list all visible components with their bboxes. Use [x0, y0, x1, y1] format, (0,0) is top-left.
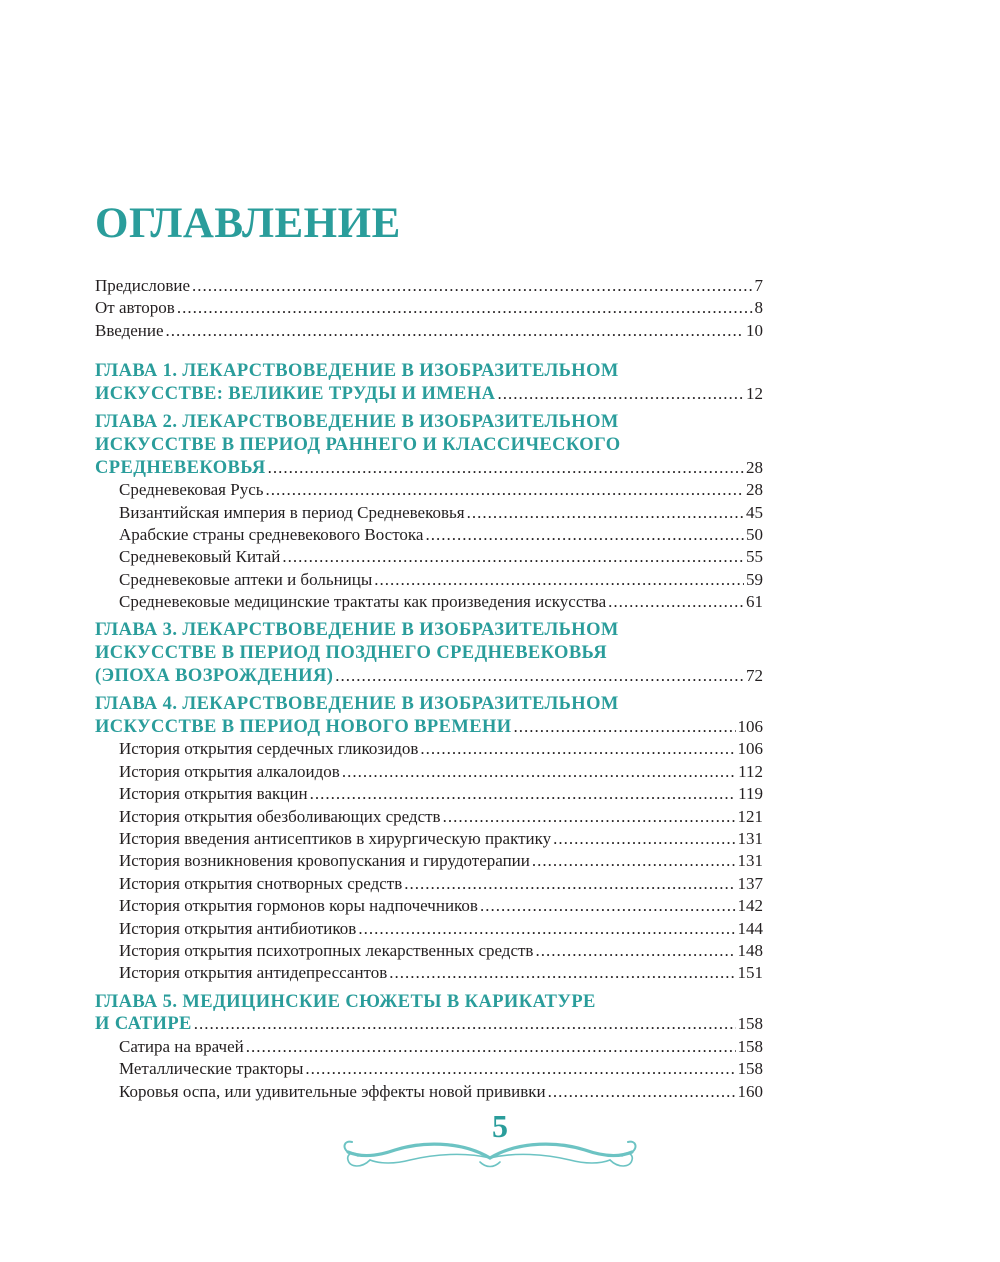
toc-page-number: 106 [737, 716, 763, 736]
toc-page-number: 131 [737, 829, 763, 849]
dot-leader [608, 591, 744, 613]
toc-page-number: 106 [737, 739, 763, 759]
toc-page-number: 28 [746, 480, 763, 500]
section-entry[interactable] [95, 962, 763, 984]
toc-entry-title: Предисловие [95, 276, 191, 295]
dot-leader [553, 828, 735, 850]
section-entry[interactable] [95, 761, 763, 783]
dot-leader [166, 320, 744, 342]
section-entry[interactable] [95, 569, 763, 591]
toc-page-number: 158 [737, 1059, 763, 1079]
toc-page-number: 59 [746, 569, 763, 589]
toc-page-number: 50 [746, 524, 763, 544]
section-entry[interactable] [95, 546, 763, 568]
toc-entry-title: Металлические тракторы [119, 1059, 304, 1079]
toc-page-number: 112 [738, 761, 763, 781]
toc-page-number: 10 [746, 320, 763, 340]
toc-page-number: 45 [746, 502, 763, 522]
dot-leader [335, 665, 744, 688]
dot-leader [389, 962, 735, 984]
dot-leader [246, 1036, 736, 1058]
dot-leader [194, 1013, 736, 1036]
chapter-entry[interactable] [95, 991, 763, 1103]
section-entry[interactable] [95, 806, 763, 828]
toc-page-number: 160 [737, 1081, 763, 1101]
toc-page-number: 28 [746, 457, 763, 477]
front-matter [95, 275, 763, 342]
dot-leader [467, 502, 744, 524]
toc-entry-title: От авторов [95, 298, 175, 318]
section-entry[interactable] [95, 1081, 763, 1103]
toc-page-number: 131 [737, 851, 763, 871]
toc-page-number: 12 [746, 383, 763, 403]
chapter-title-line: ГЛАВА 3. ЛЕКАРСТВОВЕДЕНИЕ В ИЗОБРАЗИТЕЛЬНОМ [95, 620, 619, 641]
page-number: 5 [492, 1108, 508, 1144]
section-entry[interactable] [95, 1036, 763, 1058]
dot-leader [374, 569, 744, 591]
section-entry[interactable] [95, 479, 763, 501]
toc-entry-title: Средневековые аптеки и больницы [119, 569, 373, 589]
chapter-title-line: ГЛАВА 5. МЕДИЦИНСКИЕ СЮЖЕТЫ В КАРИКАТУРЕ [95, 991, 596, 1012]
toc-entry[interactable] [95, 297, 763, 319]
toc-entry-title: История открытия психотропных лекарственных средств [119, 940, 534, 960]
section-entry[interactable] [95, 850, 763, 872]
dot-leader [342, 761, 736, 783]
dot-leader [192, 275, 752, 297]
dot-leader [358, 918, 735, 940]
dot-leader [535, 940, 735, 962]
chapter-title-line: ГЛАВА 1. ЛЕКАРСТВОВЕДЕНИЕ В ИЗОБРАЗИТЕЛЬНОМ [95, 361, 619, 382]
dot-leader [420, 738, 735, 760]
chapter-title-line: И САТИРЕ [95, 1014, 192, 1035]
chapter-title-last-line [95, 665, 763, 688]
chapter-title-line: ИСКУССТВЕ: ВЕЛИКИЕ ТРУДЫ И ИМЕНА [95, 383, 496, 404]
toc-entry[interactable] [95, 275, 763, 297]
toc-entry-title: История возникновения кровопускания и гирудотерапии [119, 851, 530, 871]
dot-leader [480, 895, 736, 917]
toc-page-number: 61 [746, 592, 763, 612]
dot-leader [425, 524, 744, 546]
toc-entry-title: Коровья оспа, или удивительные эффекты новой прививки [119, 1081, 546, 1101]
dot-leader [514, 716, 736, 739]
toc-entry-title: Средневековые медицинские трактаты как произведения искусства [119, 592, 607, 612]
page-title: ОГЛАВЛЕНИЕ [95, 200, 401, 247]
section-entry[interactable] [95, 738, 763, 760]
section-entry[interactable] [95, 918, 763, 940]
section-entry[interactable] [95, 783, 763, 805]
toc-page-number: 72 [746, 665, 763, 685]
dot-leader [497, 383, 744, 406]
chapter-entry[interactable] [95, 619, 763, 687]
chapter-title-line: ИСКУССТВЕ В ПЕРИОД ПОЗДНЕГО СРЕДНЕВЕКОВЬЯ [95, 643, 607, 664]
chapter-list [95, 360, 763, 1103]
toc-entry-title: Арабские страны средневекового Востока [119, 524, 424, 544]
toc-entry-title: История открытия сердечных гликозидов [119, 739, 419, 759]
chapter-title-last-line [95, 383, 763, 406]
toc-entry[interactable] [95, 320, 763, 342]
table-of-contents [95, 275, 763, 1103]
chapter-title-line: ИСКУССТВЕ В ПЕРИОД РАННЕГО И КЛАССИЧЕСКОГО [95, 434, 621, 455]
section-entry[interactable] [95, 895, 763, 917]
flourish-ornament-icon [340, 1128, 640, 1172]
toc-entry-title: История введения антисептиков в хирургическую практику [119, 829, 552, 849]
section-entry[interactable] [95, 828, 763, 850]
section-entry[interactable] [95, 873, 763, 895]
toc-entry-title: История открытия обезболивающих средств [119, 806, 441, 826]
toc-entry-title: История открытия снотворных средств [119, 873, 403, 893]
toc-entry-title: Византийская империя в период Средневековья [119, 502, 465, 522]
dot-leader [305, 1058, 735, 1080]
dot-leader [404, 873, 735, 895]
toc-entry-title: История открытия антидепрессантов [119, 963, 388, 983]
toc-page-number: 55 [746, 547, 763, 567]
toc-entry-title: История открытия алкалоидов [119, 761, 340, 781]
chapter-title-last-line [95, 457, 763, 480]
section-entry[interactable] [95, 524, 763, 546]
toc-page-number: 121 [737, 806, 763, 826]
section-entry[interactable] [95, 591, 763, 613]
toc-entry-title: История открытия антибиотиков [119, 918, 357, 938]
toc-page-number: 144 [737, 918, 763, 938]
dot-leader [310, 783, 737, 805]
toc-entry-title: Средневековый Китай [119, 547, 281, 567]
toc-entry-title: Введение [95, 320, 164, 340]
chapter-title-line: СРЕДНЕВЕКОВЬЯ [95, 457, 266, 478]
chapter-title-last-line [95, 716, 763, 739]
toc-page-number: 137 [737, 873, 763, 893]
toc-page-number: 119 [738, 784, 763, 804]
toc-page-number: 158 [737, 1036, 763, 1056]
dot-leader [532, 850, 736, 872]
dot-leader [266, 479, 745, 501]
toc-entry-title: Сатира на врачей [119, 1036, 244, 1056]
section-entry[interactable] [95, 502, 763, 524]
dot-leader [548, 1081, 736, 1103]
dot-leader [268, 457, 744, 480]
toc-entry-title: Средневековая Русь [119, 480, 264, 500]
section-entry[interactable] [95, 1058, 763, 1080]
toc-page-number: 8 [754, 298, 763, 318]
chapter-title-last-line [95, 1013, 763, 1036]
toc-page-number: 142 [737, 896, 763, 916]
dot-leader [177, 297, 753, 319]
toc-page-number: 7 [754, 276, 763, 295]
chapter-entry[interactable] [95, 693, 763, 984]
toc-page-number: 158 [737, 1014, 763, 1034]
toc-page-number: 151 [737, 963, 763, 983]
toc-entry-title: История открытия вакцин [119, 784, 308, 804]
chapter-title-line: ГЛАВА 4. ЛЕКАРСТВОВЕДЕНИЕ В ИЗОБРАЗИТЕЛЬНОМ [95, 694, 619, 715]
chapter-title-line: ИСКУССТВЕ В ПЕРИОД НОВОГО ВРЕМЕНИ [95, 716, 512, 737]
dot-leader [443, 806, 736, 828]
chapter-title-line: (ЭПОХА ВОЗРОЖДЕНИЯ) [95, 665, 334, 686]
toc-entry-title: История открытия гормонов коры надпочечников [119, 896, 478, 916]
toc-page-number: 148 [737, 940, 763, 960]
chapter-title-line: ГЛАВА 2. ЛЕКАРСТВОВЕДЕНИЕ В ИЗОБРАЗИТЕЛЬНОМ [95, 412, 619, 433]
chapter-entry[interactable] [95, 360, 763, 405]
section-entry[interactable] [95, 940, 763, 962]
dot-leader [282, 546, 744, 568]
chapter-entry[interactable] [95, 411, 763, 613]
